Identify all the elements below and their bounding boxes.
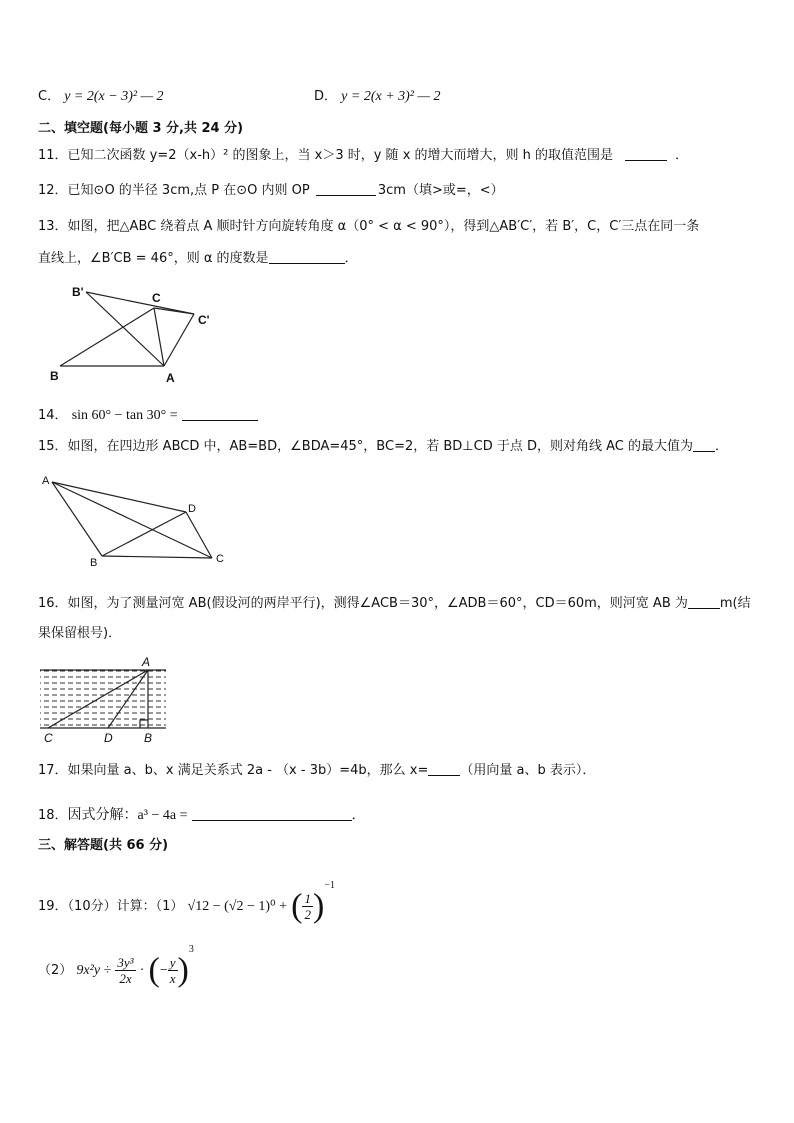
q13-label-c: C: [152, 291, 161, 305]
q16-figure: [36, 656, 176, 746]
q19-p1-expr: √12 − (√2 − 1)⁰ +: [187, 899, 288, 914]
q11-text: 已知二次函数 y=2（x-h）² 的图象上，当 x＞3 时，y 随 x 的增大而增大，则 h 的取值范围是: [67, 148, 614, 163]
q12-number: 12．: [38, 183, 68, 198]
q17-text: 如果向量 a、b、x 满足关系式 2a - （x - 3b）=4b，那么 x=: [67, 763, 429, 778]
option-c: [38, 88, 164, 106]
q16-river: [40, 670, 166, 728]
q15-answer-blank[interactable]: [693, 437, 715, 452]
q19-p2-a: 9x²y ÷: [76, 963, 112, 978]
q15-label-c: C: [216, 553, 224, 565]
q15-number: 15．: [38, 439, 68, 454]
q16-answer-blank[interactable]: [688, 594, 720, 609]
section-answer-heading: 三、解答题(共 66 分): [38, 838, 169, 853]
q11-tail: ．: [675, 148, 689, 163]
q14-number: 14．: [38, 408, 68, 423]
q19-p2-b-fraction: [168, 955, 178, 986]
q15-label-b: B: [90, 557, 98, 569]
q19-p1-exponent: −1: [324, 880, 335, 891]
q13-number: 13．: [38, 219, 68, 234]
q16-number: 16．: [38, 596, 68, 611]
q13-text-line2: 直线上，∠B′CB = 46°，则 α 的度数是: [38, 251, 269, 266]
q19-p2-b-den: x: [169, 971, 176, 986]
q12-text: 已知⊙O 的半径 3cm,点 P 在⊙O 内则 OP: [67, 183, 310, 198]
question-17: [38, 761, 595, 780]
q18-answer-blank[interactable]: [192, 806, 352, 821]
q17-tail: （用向量 a、b 表示）．: [460, 763, 596, 778]
q19-p2-minus: −: [159, 963, 168, 978]
q13-label-a: A: [166, 371, 175, 385]
q19-p2-exponent: 3: [188, 944, 194, 955]
q14-answer-blank[interactable]: [182, 406, 258, 421]
q19-p2-label: （2）: [38, 963, 73, 978]
q18-text: 因式分解：a³ − 4a =: [67, 808, 188, 823]
question-15: [38, 437, 728, 456]
option-d: [314, 88, 440, 106]
section-fill-heading: 二、填空题(每小题 3 分,共 24 分): [38, 121, 244, 136]
q15-tail: ．: [714, 439, 728, 454]
option-d-expr: y = 2(x + 3)² — 2: [341, 89, 441, 104]
question-19-part2: [38, 928, 194, 989]
q13-tail: ．: [344, 251, 358, 266]
q17-answer-blank[interactable]: [428, 761, 460, 776]
q19-p2-frac-num: 3y³: [117, 955, 134, 970]
q19-lead: （10分）计算：（1）: [67, 899, 184, 914]
q19-p2-rparen: ): [177, 951, 189, 989]
q16-label-b: B: [144, 731, 153, 745]
q11-answer-blank[interactable]: [625, 146, 667, 161]
q19-p2-lparen: (: [148, 951, 160, 989]
q12-answer-blank[interactable]: [316, 181, 376, 196]
q18-number: 18．: [38, 808, 68, 823]
q13-label-bprime: B': [72, 285, 84, 299]
q16-text-line1: 如图，为了测量河宽 AB(假设河的两岸平行)，测得∠ACB＝30°，∠ADB＝60°，CD＝60m，则河宽 AB 为: [67, 596, 688, 611]
q19-p1-frac-den: 2: [304, 907, 311, 922]
q14-text: sin 60° − tan 30° =: [71, 408, 178, 423]
q17-number: 17．: [38, 763, 68, 778]
question-16-line1: [38, 594, 751, 613]
option-c-expr: y = 2(x − 3)² — 2: [64, 89, 164, 104]
q19-p2-b-num: y: [169, 955, 176, 970]
q16-label-a: A: [142, 656, 151, 669]
question-13-line2: [38, 249, 358, 268]
q16-label-c: C: [44, 731, 53, 745]
q19-p1-frac-num: 1: [304, 891, 311, 906]
question-11: [38, 146, 688, 165]
q19-p1-fraction: [302, 891, 313, 922]
q13-figure: [46, 282, 226, 387]
q19-p1-rparen: ): [312, 887, 325, 925]
q18-tail: ．: [351, 808, 365, 823]
question-19-part1: [38, 864, 335, 925]
q19-p2-frac-den: 2x: [119, 971, 132, 986]
q13-label-cprime: C': [198, 313, 210, 327]
q15-label-a: A: [42, 475, 50, 487]
q15-text: 如图，在四边形 ABCD 中，AB=BD，∠BDA=45°，BC=2，若 BD⊥CD 于点 D，则对角线 AC 的最大值为: [67, 439, 693, 454]
q19-p1-lparen: (: [291, 887, 303, 925]
option-c-label: C．: [38, 89, 61, 104]
q13-text-line1: 如图，把△ABC 绕着点 A 顺时针方向旋转角度 α（0° < α < 90°），得到△AB′C′，若 B′，C，C′三点在同一条: [67, 219, 700, 234]
q19-number: 19．: [38, 899, 68, 914]
question-18: [38, 806, 365, 825]
option-d-label: D．: [314, 89, 338, 104]
question-12: [38, 181, 504, 200]
q15-label-d: D: [188, 503, 196, 515]
q16-label-d: D: [104, 731, 113, 745]
q19-p2-dot: ·: [139, 963, 145, 978]
q12-tail: 3cm（填>或=，<）: [377, 183, 504, 198]
question-14: [38, 406, 258, 425]
q19-p2-fraction: [115, 955, 135, 986]
question-16-line2: [38, 625, 121, 643]
q15-figure: [38, 470, 238, 570]
q16-text-line2: 果保留根号)．: [38, 626, 122, 641]
q13-label-b: B: [50, 369, 59, 383]
q11-number: 11．: [38, 148, 68, 163]
question-13-line1: [38, 218, 699, 236]
q16-tail: m(结: [719, 596, 751, 611]
q13-answer-blank[interactable]: [269, 249, 345, 264]
